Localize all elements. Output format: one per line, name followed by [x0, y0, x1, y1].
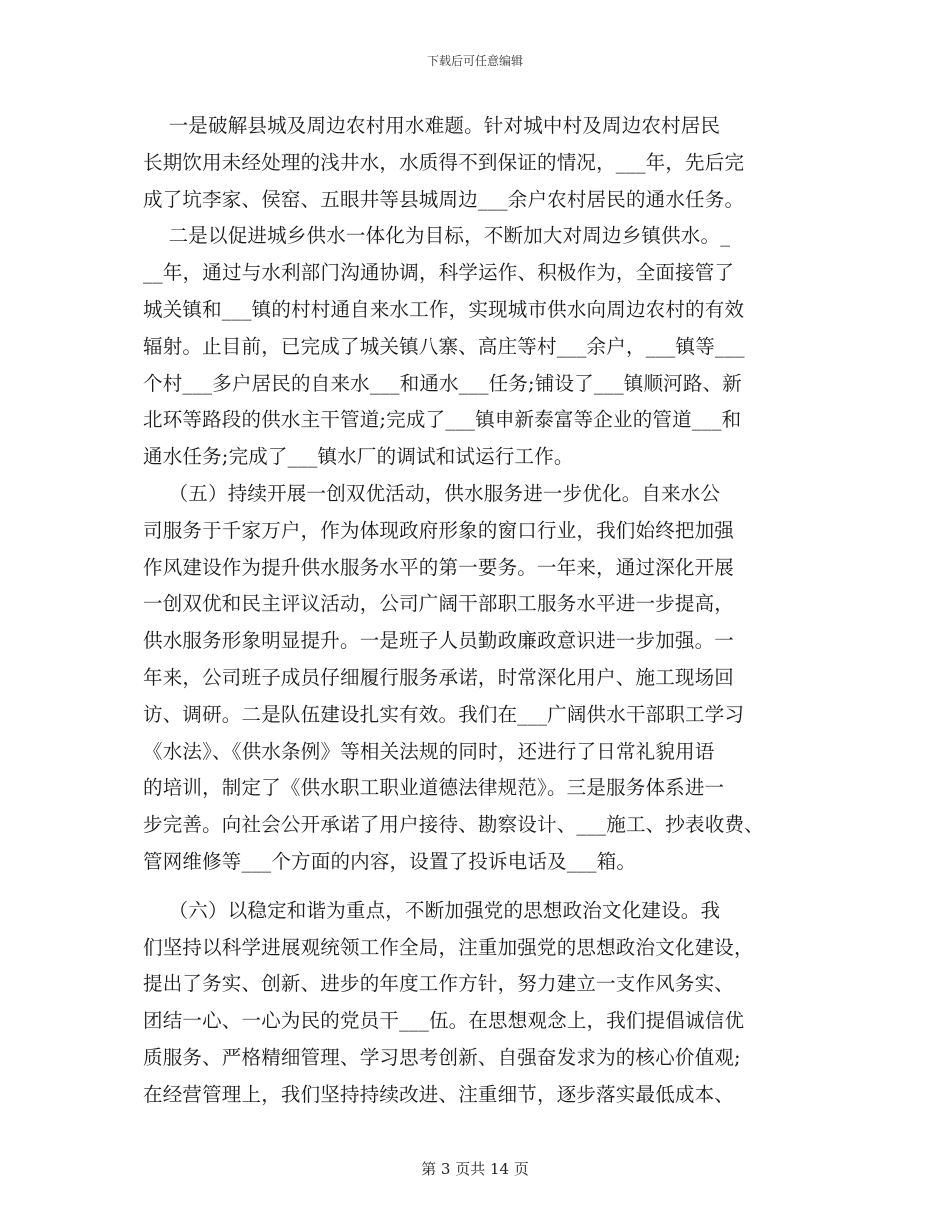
text-line: 提出了务实、创新、进步的年度工作方针，努力建立一支作风务实、	[143, 972, 735, 996]
text-line: 的培训，制定了《供水职工职业道德法律规范》。三是服务体系进一	[143, 776, 725, 800]
text-line: 们坚持以科学进展观统领工作全局，注重加强党的思想政治文化建设，	[143, 935, 754, 959]
text-line: （五）持续开展一创双优活动，供水服务进一步优化。自来水公	[143, 481, 721, 505]
text-line: 成了坑李家、侯窑、五眼井等县城周边___余户农村居民的通水任务。	[143, 187, 745, 211]
text-line: 作风建设作为提升供水服务水平的第一要务。一年来，通过深化开展	[143, 555, 735, 579]
document-body	[143, 108, 811, 1114]
text-line: 一是破解县城及周边农村用水难题。针对城中村及周边农村居民	[143, 114, 721, 137]
text-line: 《水法》、《供水条例》等相关法规的同时，还进行了日常礼貌用语	[143, 739, 715, 763]
paragraph	[143, 893, 811, 1114]
paragraph	[143, 476, 811, 881]
text-line: 在经营管理上，我们坚持持续改进、注重细节，逐步落实最低成本、	[143, 1082, 735, 1106]
text-line: 步完善。向社会公开承诺了用户接待、勘察设计、___施工、抄表收费、	[143, 813, 764, 837]
paragraph	[143, 108, 811, 218]
text-line: 辐射。止目前，已完成了城关镇八寨、高庄等村___余户，___镇等___	[143, 334, 745, 358]
text-line: 北环等路段的供水主干管道;完成了___镇申新泰富等企业的管道___和	[143, 408, 742, 432]
text-line: 司服务于千家万户，作为体现政府形象的窗口行业，我们始终把加强	[143, 518, 735, 542]
text-line: __年，通过与水利部门沟通协调，科学运作、积极作为，全面接管了	[143, 261, 735, 285]
text-line: 质服务、严格精细管理、学习思考创新、自强奋发求为的核心价值观;	[143, 1045, 741, 1069]
text-line: （六）以稳定和谐为重点，不断加强党的思想政治文化建设。我	[143, 898, 721, 922]
text-line: 长期饮用未经处理的浅井水，水质得不到保证的情况，___年，先后完	[143, 150, 745, 174]
text-line: 通水任务;完成了___镇水厂的调试和试运行工作。	[143, 445, 574, 469]
text-line: 城关镇和___镇的村村通自来水工作，实现城市供水向周边农村的有效	[143, 297, 745, 321]
page-number: 第 3 页共 14 页	[421, 1160, 529, 1178]
text-line: 访、调研。二是队伍建设扎实有效。我们在___广阔供水干部职工学习	[143, 702, 745, 726]
paragraph	[143, 218, 811, 476]
paragraph-gap	[143, 881, 811, 893]
page-header-note: 下载后可任意编辑	[426, 54, 523, 68]
text-line: 供水服务形象明显提升。一是班子人员勤政廉政意识进一步加强。一	[143, 629, 735, 653]
text-line: 年来，公司班子成员仔细履行服务承诺，时常深化用户、施工现场回	[143, 665, 735, 689]
text-line: 团结一心、一心为民的党员干___伍。在思想观念上，我们提倡诚信优	[143, 1009, 745, 1033]
text-line: 一创双优和民主评议活动，公司广阔干部职工服务水平进一步提高，	[143, 592, 735, 616]
text-line: 个村___多户居民的自来水___和通水___任务;铺设了___镇顺河路、新	[143, 371, 742, 395]
text-line: 管网维修等___个方面的内容，设置了投诉电话及___箱。	[143, 849, 637, 873]
text-line: 二是以促进城乡供水一体化为目标，不断加大对周边乡镇供水。_	[143, 224, 731, 248]
